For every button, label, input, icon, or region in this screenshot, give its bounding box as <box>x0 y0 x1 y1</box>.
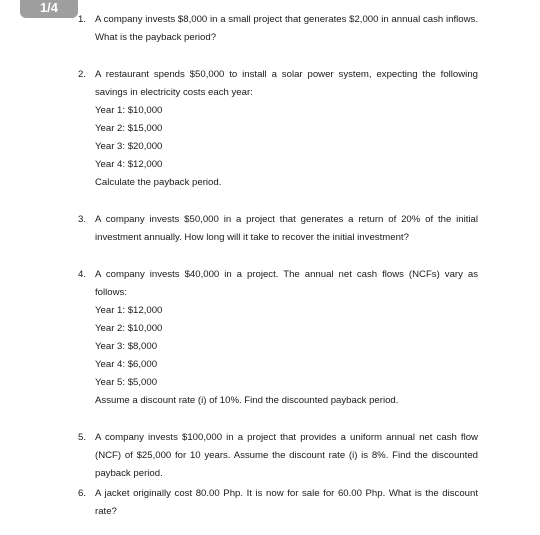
question-2 <box>78 66 478 192</box>
question-line: A restaurant spends $50,000 to install a solar power system, expecting the following savings in electricity costs each year: <box>95 69 478 98</box>
question-text <box>95 485 478 521</box>
problem-set <box>78 11 478 521</box>
question-line: Year 5: $5,000 <box>95 377 158 388</box>
question-line: A jacket originally cost 80.00 Php. It is now for sale for 60.00 Php. What is the discount rate? <box>95 488 478 517</box>
question-line: Year 4: $12,000 <box>95 159 163 170</box>
question-text <box>95 11 478 47</box>
question-1 <box>78 11 478 47</box>
question-number: 3. <box>78 214 87 225</box>
question-number: 6. <box>78 488 87 499</box>
question-line: Year 1: $12,000 <box>95 305 163 316</box>
question-text <box>95 266 478 410</box>
question-number: 5. <box>78 432 87 443</box>
question-text <box>95 66 478 192</box>
question-line: Year 2: $10,000 <box>95 323 163 334</box>
question-6 <box>78 485 478 521</box>
question-line: Assume a discount rate (i) of 10%. Find the discounted payback period. <box>95 395 399 406</box>
question-5 <box>78 429 478 483</box>
question-text <box>95 429 478 483</box>
question-number: 4. <box>78 269 87 280</box>
question-number: 1. <box>78 14 87 25</box>
question-line: A company invests $50,000 in a project that generates a return of 20% of the initial investment annually. How long will it take to recover the initial investment? <box>95 214 478 243</box>
question-4 <box>78 266 478 410</box>
page-indicator: 1/4 <box>20 0 78 18</box>
question-line: Year 3: $8,000 <box>95 341 158 352</box>
question-line: A company invests $40,000 in a project. The annual net cash flows (NCFs) vary as follows: <box>95 269 478 298</box>
question-line: Year 4: $6,000 <box>95 359 158 370</box>
question-line: A company invests $100,000 in a project that provides a uniform annual net cash flow (NCF) of $25,000 for 10 years. Assume the discount rate (i) is 8%. Find the discounted payback period. <box>95 432 478 479</box>
question-line: Year 1: $10,000 <box>95 105 163 116</box>
question-line: Year 3: $20,000 <box>95 141 163 152</box>
question-text <box>95 211 478 247</box>
question-line: A company invests $8,000 in a small project that generates $2,000 in annual cash inflows. What is the payback period? <box>95 14 478 43</box>
question-line: Calculate the payback period. <box>95 177 222 188</box>
question-line: Year 2: $15,000 <box>95 123 163 134</box>
question-number: 2. <box>78 69 87 80</box>
question-3 <box>78 211 478 247</box>
